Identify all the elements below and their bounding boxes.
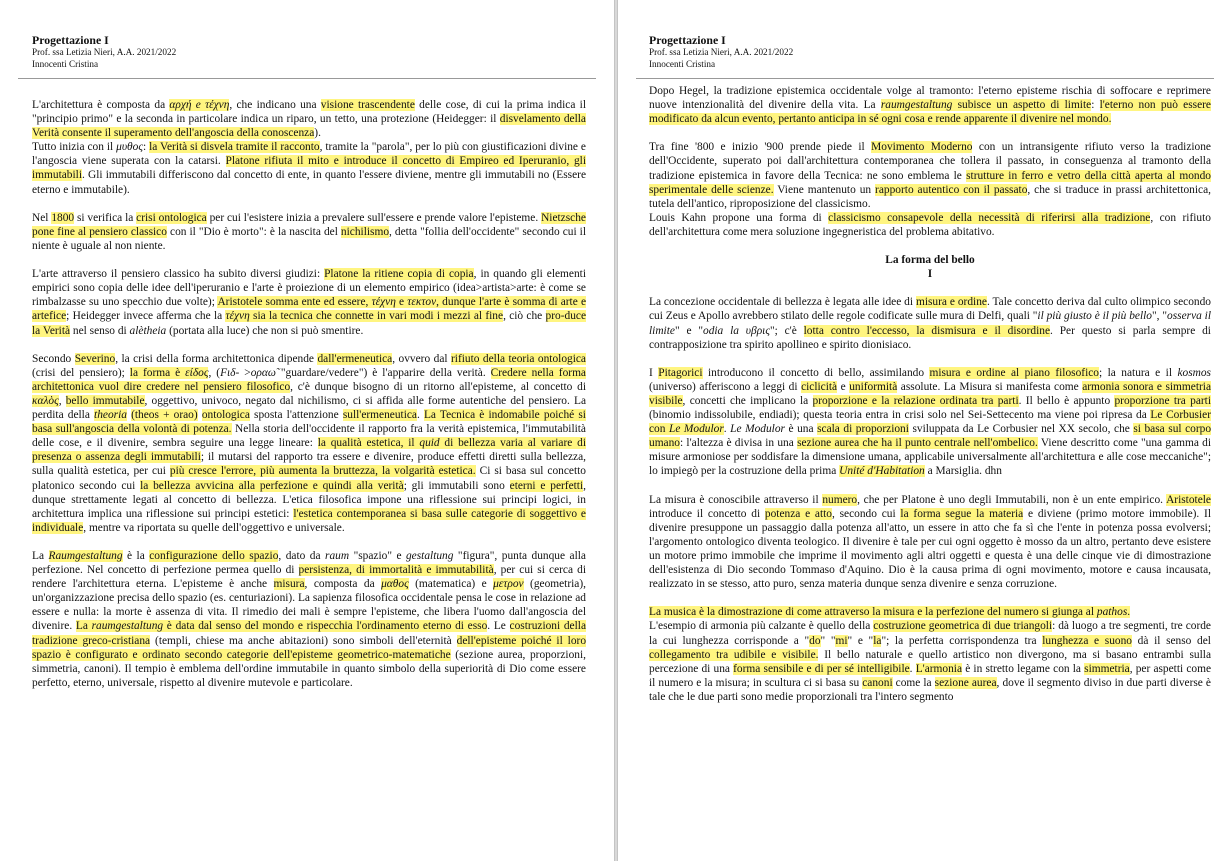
highlighted-text: lunghezza e suono — [1042, 634, 1132, 647]
text-run: , che indicano una — [229, 99, 321, 111]
highlighted-text: τέχνη — [225, 310, 250, 323]
section-heading — [649, 253, 1211, 281]
text-run: (binomio indissolubile, endiadi); questa teoria entra in crisi solo nel Sei-Settecento ma viene poi ripresa da — [649, 409, 1151, 422]
text-run: gestaltung — [405, 550, 454, 562]
text-run: L'esempio di armonia più calzante è quello della — [649, 620, 874, 633]
text-run: , per aspetti come il numero e la misura; in scultura ci si basa su — [649, 662, 1212, 689]
text-run: L'architettura è composta da — [32, 99, 170, 111]
highlighted-text: collegamento tra udibile e visibile. — [649, 648, 819, 661]
paragraph — [649, 619, 1211, 704]
text-run: Viene descritto come "una gamma di misure armoniose per soddisfare la dimensione umana, applicabile universalmente all'architettura e alle cose meccaniche"; lo impiegò per la costruzione della prima — [649, 437, 1211, 478]
highlighted-text: visione trascendente — [320, 99, 415, 111]
highlighted-text: proporzione e la relazione ordinata tra parti — [812, 394, 1019, 407]
text-run: μυθος — [116, 141, 143, 154]
highlighted-text: dell'episteme poiché il loro spazio è configurato e ordinato secondo categorie dell'episteme geometrico-matematiche — [32, 634, 587, 661]
paragraph — [649, 493, 1211, 592]
text-run: Ci si basa sul concetto platonico secondo cui — [32, 465, 586, 492]
paragraph — [32, 211, 586, 253]
text-run: Le Modulor — [730, 423, 785, 436]
text-run: ). — [314, 127, 321, 140]
highlighted-text: proporzione tra parti — [1114, 394, 1212, 407]
text-run: , per cui si cerca di rendere l'architettura eterna. L'episteme è anche — [32, 564, 586, 591]
text-run: (templi, chiese ma anche abitazioni) sono simboli dell'eternità — [150, 634, 457, 647]
text-run: , — [58, 394, 66, 407]
highlighted-text: la Verità si disvela tramite il racconto — [149, 141, 320, 154]
right-top-paragraphs — [649, 84, 1211, 239]
highlighted-text: L'armonia — [915, 662, 963, 675]
highlighted-text: persistenza, di immortalità e immutabilità — [298, 564, 494, 577]
highlighted-text: l'estetica contemporanea si basa sulle categorie di soggettivo e individuale — [32, 507, 586, 534]
text-run: (universo) afferiscono a leggi di — [649, 380, 802, 393]
highlighted-text: numero — [822, 493, 858, 506]
highlighted-text: crisi ontologica — [136, 211, 207, 224]
text-run: è la — [122, 550, 150, 562]
highlighted-text: classicismo consapevole della necessità di riferirsi alla tradizione — [828, 211, 1151, 224]
right-bottom-paragraphs — [649, 295, 1211, 704]
highlighted-text: Aristotele somma ente ed essere, — [217, 296, 372, 309]
highlighted-text: configurazione dello spazio — [149, 550, 279, 562]
highlighted-text: simmetria — [1084, 662, 1130, 675]
highlighted-text: ciclicità — [801, 380, 838, 393]
student-name: Innocenti Cristina — [32, 58, 99, 69]
text-run: , dove il segmento diviso in due parti diverse è tale che le due parti sono medie proporzionali tra l'intero segmento — [649, 676, 1211, 703]
highlighted-text: sull'ermeneutica — [342, 409, 417, 422]
paragraph — [32, 352, 586, 535]
highlighted-text: Nietzsche pone fine al pensiero classico — [32, 211, 586, 238]
text-run: nel senso di — [70, 324, 130, 337]
text-run: , mentre va riportata su quelle dell'oggettivo e universale. — [83, 521, 345, 534]
text-run: "figura", punta dunque alla perfezione. Nel concetto di perfezione permea quello di — [32, 550, 586, 577]
text-run: Dopo Hegel, la tradizione epistemica occidentale volge al tramonto: l'eterno episteme rischia di soffocare e reprimere nuove intenzionalità del divenire della vita. La — [649, 85, 1211, 112]
highlighted-text: La musica è la dimostrazione di come attraverso la misura e la perfezione del numero si giunga al — [649, 606, 1097, 619]
highlighted-text: armonia sonora e simmetria visibile — [649, 380, 1211, 407]
text-run: . Gli immutabili differiscono dal concetto di ente, in quanto l'essere diviene, mentre gli immutabili no (Essere eterno e immutabile). — [32, 169, 586, 196]
section-title: La forma del bello — [885, 254, 975, 267]
text-run: " e " — [847, 634, 874, 647]
highlighted-text: la forma segue la materia — [900, 507, 1024, 520]
highlighted-text: 1800 — [51, 211, 75, 224]
text-run: . Per questo si parla sempre di contrapposizione tra spirito apollineo e spirito dionisiaco. — [649, 324, 1211, 351]
text-run: > — [239, 366, 251, 379]
paragraph — [649, 366, 1211, 479]
highlighted-text: disvelamento della Verità consente il superamento dell'angoscia della conoscenza — [32, 113, 586, 140]
text-run: Tutto inizia con il — [32, 141, 117, 154]
highlighted-text: è data dal senso del mondo e rispecchia l'ordinamento eterno di esso — [163, 620, 488, 633]
text-run: . Tale concetto deriva dal culto olimpico secondo cui Zeus e Apollo avrebbero stilato delle regole codificate sulle mura di Delfi, quali " — [649, 296, 1211, 323]
text-run: , dato da — [278, 550, 326, 562]
text-run: per cui l'esistere inizia a prevalere sull'essere e prende valore l'episteme. — [206, 211, 542, 224]
text-run: , in quando gli elementi empirici sono copia delle idee dell'iperuranio e l'arte è proiezione di un elemento empirico (idea>artista>arte: è come se rimbalzasse su uno specchio due volte); — [32, 268, 586, 309]
text-run: , dunque strettamente legati al concetto di bellezza. L'etica filosofica impone una riflessione sui principi logici, in architettura implica una riflessione sui principi estetici: — [32, 479, 586, 520]
highlighted-text: είδος — [185, 366, 209, 379]
highlighted-text: μαθος — [381, 578, 409, 591]
text-run: Tra fine '800 e inizio '900 prende piede il — [649, 141, 872, 154]
text-run: il più giusto è il più bello — [1037, 310, 1152, 323]
course-title: Progettazione I — [32, 33, 109, 47]
text-run: introducono il concetto di bello, assimilando — [702, 366, 930, 379]
text-run: , tramite la "parola", per lo più con giustificazioni divine e l'angoscia viene superata con la catarsi. — [32, 141, 586, 168]
highlighted-text: costruzione geometrica di due triangoli — [873, 620, 1053, 633]
paragraph — [32, 98, 586, 140]
professor-line: Prof. ssa Letizia Nieri, A.A. 2021/2022 — [32, 47, 177, 57]
left-page-body — [32, 98, 586, 704]
text-run: Louis Kahn propone una forma di — [649, 211, 829, 224]
text-run: . Il bello è appunto — [1018, 394, 1115, 407]
highlighted-text: canoni — [862, 676, 893, 689]
text-run: Secondo — [32, 352, 75, 365]
text-run: . — [723, 423, 731, 436]
highlighted-text: mi — [835, 634, 848, 647]
paragraph — [649, 211, 1211, 239]
highlighted-text: do — [809, 634, 821, 647]
text-run: La — [32, 550, 49, 562]
text-run: (portata alla luce) che non si può smentire. — [166, 324, 364, 337]
text-run: kosmos — [1177, 366, 1211, 379]
highlighted-text: si basa sul corpo umano — [649, 423, 1212, 450]
text-run: alètheia — [129, 324, 167, 337]
highlighted-text: Le Modulor — [668, 423, 724, 436]
text-run: (crisi del pensiero); — [32, 366, 130, 379]
highlighted-text: di bellezza varia al variare di presenza o assenza degli immutabili — [32, 437, 586, 464]
highlighted-text: Unité d'Habitation — [839, 465, 925, 478]
text-run: , che per Platone è uno degli Immutabili, non è un ente empirico. — [857, 493, 1167, 506]
text-run: ; Heidegger invece afferma che la — [66, 310, 226, 323]
highlighted-text: La Tecnica è indomabile poiché si basa sull'angoscia della volontà di potenza. — [32, 409, 586, 436]
text-run: si verifica la — [74, 211, 137, 224]
paragraph — [649, 84, 1211, 126]
highlighted-text: quid — [419, 437, 440, 450]
text-run: . — [416, 409, 424, 422]
text-run: "guardare/vedere") è l'apparire della verità. — [275, 366, 491, 379]
text-run: L'arte attraverso il pensiero classico ha subito diversi giudizi: — [32, 268, 325, 281]
text-run: : dà luogo a tre segmenti, tre corde la cui lunghezza corrisponde a " — [649, 620, 1211, 647]
professor-line: Prof. ssa Letizia Nieri, A.A. 2021/2022 — [649, 47, 794, 57]
highlighted-text: più cresce l'errore, più aumenta la bruttezza, la volgarità estetica. — [169, 465, 476, 478]
highlighted-text: potenza e atto — [764, 507, 832, 520]
highlighted-text: uniformità — [849, 380, 898, 393]
text-run: raum — [325, 550, 350, 562]
highlighted-text: lotta contro l'eccesso, la dismisura e il disordine — [803, 324, 1051, 337]
page-header — [649, 34, 793, 70]
highlighted-text: . — [1127, 606, 1131, 619]
paragraph — [649, 295, 1211, 351]
highlighted-text: καλὸς — [32, 394, 59, 407]
text-run: , concetti che implicano la — [682, 394, 813, 407]
text-run: dà il senso del — [1131, 634, 1211, 647]
highlighted-text: Credere nella forma architettonica vuol dire credere nel pensiero filosofico — [32, 366, 586, 393]
highlighted-text: la qualità estetica, il — [317, 437, 420, 450]
paragraph — [649, 140, 1211, 210]
highlighted-text: theoria — [94, 409, 127, 422]
highlighted-text: rapporto autentico con il passato — [875, 183, 1028, 196]
text-run: è una — [784, 423, 818, 436]
text-run: . Le — [487, 620, 510, 633]
course-title: Progettazione I — [649, 33, 726, 47]
text-run: con il "Dio è morto": è la nascita del — [166, 225, 341, 238]
text-run: οραω̃ — [250, 366, 276, 379]
document-page-left — [0, 0, 614, 861]
text-run: ; il mutarsi del rapporto tra essere e divenire, produce effetti diretti sulla bellezza, sulla qualità estetica, per cui — [32, 451, 586, 478]
highlighted-text: (theos + orao) — [131, 409, 198, 422]
text-run: : — [1091, 99, 1100, 112]
highlighted-text: Severino — [74, 352, 116, 365]
text-run: , composta da — [304, 578, 382, 591]
highlighted-text: raumgestaltung — [91, 620, 164, 633]
highlighted-text: scala di proporzioni — [817, 423, 909, 436]
highlighted-text: Platone la ritiene copia di copia — [324, 268, 474, 281]
text-run: . — [909, 662, 916, 675]
text-run: , ( — [208, 366, 221, 379]
highlighted-text: Movimento Moderno — [871, 141, 973, 154]
text-run: Il bello naturale e quello artistico non divergono, ma si basano entrambi sulla percezione di una — [649, 648, 1211, 675]
highlighted-text: La — [75, 620, 92, 633]
header-divider — [636, 78, 1214, 79]
text-run: ", " — [1152, 310, 1168, 323]
highlighted-text: e — [395, 296, 408, 309]
highlighted-text: Pitagorici — [658, 366, 703, 379]
highlighted-text: bello immutabile — [65, 394, 145, 407]
highlighted-text: μετρον — [493, 578, 524, 591]
paragraph — [32, 549, 586, 690]
highlighted-text: τέχνη — [371, 296, 396, 309]
highlighted-text: Le Corbusier con — [649, 409, 1211, 436]
text-run: "spazio" e — [349, 550, 406, 562]
text-run: Nel — [32, 211, 52, 224]
text-run: , ciò che — [503, 310, 546, 323]
text-run: " e " — [674, 324, 703, 337]
highlighted-text: costruzioni della tradizione greco-cristiana — [32, 620, 586, 647]
highlighted-text: Raumgestaltung — [48, 550, 123, 562]
text-run: I — [649, 366, 659, 379]
text-run: , detta "follia dell'occidente" secondo cui il niente è uguale al non niente. — [32, 225, 587, 252]
highlighted-text: rifiuto della teoria ontologica — [451, 352, 586, 365]
highlighted-text: misura e ordine al piano filosofico — [929, 366, 1100, 379]
highlighted-text: τεκτον — [407, 296, 437, 309]
highlighted-text: la bellezza avvicina alla perfezione e quindi alla verità — [140, 479, 404, 492]
text-run: ; gli immutabili sono — [403, 479, 510, 492]
header-divider — [18, 78, 596, 79]
highlighted-text: sia la tecnica che connette in vari modi i mezzi al fine — [249, 310, 504, 323]
text-run: odia la υβρις — [703, 324, 770, 337]
text-run: , secondo cui — [832, 507, 901, 520]
highlighted-text: subisce un aspetto di limite — [952, 99, 1092, 112]
text-run: , c'è dunque bisogno di un ritorno all'episteme, al concetto di — [290, 380, 586, 393]
text-run: e diviene (primo motore immobile). Il divenire presuppone un passaggio dalla potenza all'atto, un essere in atto che fa sì che l'ente in potenza possa evolversi; l'argomento ontologico diventa teologico. Il divenire è tale per cui ogni oggetto è mosso da un altro, pertanto deve esistere un motore primo immobile che imprime il movimento agli altri oggetti e questa è una delle cinque vie di dimostrazione dell'esistenza di Dio secondo Tommaso d'Aquino. Dio è la causa prima di ogni movimento, motore e causa incausata, realizzato in se stesso, atto puro, senza materia dunque senza divenire e senza corruzione. — [649, 507, 1211, 591]
text-run: con un intransigente rifiuto verso la tradizione dell'Occidente, superato poi dall'architettura contemporanea che tollera il passato, in conseguenza al tramonto della tradizione epistemica in favore della Tecnica: ne sono emblema le — [649, 141, 1211, 182]
text-run: Viene mantenuto un — [773, 183, 876, 196]
highlighted-text: strutture in ferro e vetro della città aperta al mondo sperimentale delle scienze. — [649, 169, 1212, 196]
page-header — [32, 34, 176, 70]
highlighted-text: raumgestaltung — [880, 99, 953, 112]
text-run: Nella storia dell'occidente il rapporto fra la verità epistemica, l'immutabilità delle cose, e il divenire, sembra seguire una legge lineare: — [32, 423, 586, 450]
highlighted-text: forma sensibile e di per sé intelligibile — [733, 662, 910, 675]
text-run: , che si traduce in prassi architettonica, tutela dell'antico, riproposizione del classicismo. — [649, 183, 1211, 210]
highlighted-text: sezione aurea — [934, 676, 997, 689]
text-run: introduce il concetto di — [649, 507, 765, 520]
text-run: Fιδ- — [220, 366, 240, 379]
text-run: ; la natura e il — [1099, 366, 1178, 379]
section-numeral: I — [927, 268, 933, 281]
text-run: La misura è conoscibile attraverso il — [649, 493, 823, 506]
text-run: , con rifiuto dell'architettura come mera soluzione ingegneristica del problema abitativo. — [649, 211, 1211, 238]
highlighted-text: Platone rifiuta il mito e introduce il concetto di Empireo ed Iperuranio, gli immutabili — [32, 155, 586, 182]
right-page-body — [649, 84, 1211, 718]
text-run: , ovvero dal — [392, 352, 451, 365]
highlighted-text: la — [873, 634, 882, 647]
highlighted-text: dall'ermeneutica — [317, 352, 393, 365]
text-run: delle cose, di cui la prima indica il "principio primo" e la seconda in particolare indica un riparo, un tetto, una protezione (Heidegger: il — [32, 99, 586, 126]
text-run: assolute. La Misura si manifesta come — [897, 380, 1083, 393]
highlighted-text: pro-duce la Verità — [32, 310, 586, 337]
text-run: osserva il limite — [649, 310, 1211, 337]
highlighted-text: misura e ordine — [915, 296, 987, 309]
text-run: è in stretto legame con la — [962, 662, 1085, 675]
paragraph — [32, 267, 586, 337]
highlighted-text: αρχή e τέχνη — [169, 99, 230, 111]
text-run: , oggettivo, univoco, negato dal nichilismo, ci si affida alle forme autentiche del pensiero. La perdita della — [32, 394, 586, 422]
paragraph — [32, 140, 586, 196]
student-name: Innocenti Cristina — [649, 58, 716, 69]
highlighted-text: l'eterno non può essere modificato da alcun evento, pertanto anticipa in sé ogni cosa e rende apparente il divenire nel mondo. — [649, 99, 1211, 126]
text-run: come la — [892, 676, 935, 689]
text-run: "; c'è — [769, 324, 804, 337]
text-run: (matematica) e — [408, 578, 494, 591]
text-run: "; la perfetta corrispondenza tra — [881, 634, 1043, 647]
highlighted-text: pathos — [1096, 606, 1128, 619]
text-run: sviluppata da Le Corbusier nel XX secolo, che — [908, 423, 1134, 436]
highlighted-text: sezione aurea che ha il punto centrale nell'ombelico. — [797, 437, 1038, 450]
text-run: (geometria), un'organizzazione precisa dello spazio (es. centuriazioni). La sapienza filosofica occidentale pensa le cose in relazione ad essere e nulla: la morte è assenza di vita. Il rimedio dei mali è sempre l'episteme, che libera l'uomo dall'angoscia del divenire. — [32, 578, 587, 633]
highlighted-text: eterni e perfetti — [509, 479, 584, 492]
highlighted-text: Aristotele — [1166, 493, 1211, 506]
text-run: : l'altezza è divisa in una — [680, 437, 798, 450]
highlighted-text: ontologica — [201, 409, 250, 422]
highlighted-text: , dunque l'arte è somma di arte e artefice — [32, 296, 587, 323]
text-run: La concezione occidentale di bellezza è legata alle idee di — [649, 296, 916, 309]
text-run: " " — [820, 634, 836, 647]
highlighted-text: misura — [273, 578, 305, 591]
text-run: a Marsiglia. dhn — [924, 465, 1002, 478]
highlighted-text: la forma è — [129, 366, 186, 379]
text-run: : — [142, 141, 150, 154]
highlighted-text: nichilismo — [340, 225, 390, 238]
paragraph — [649, 605, 1211, 619]
text-run: e — [837, 380, 850, 393]
text-run: , la crisi della forma architettonica dipende — [115, 352, 318, 365]
document-page-right — [618, 0, 1232, 861]
text-run: (sezione aurea, proporzioni, simmetria, canoni). Il tempio è emblema dell'ordine immutabile in quanto simbolo della superiorità di Dio come essere perfetto, eterno, universale, rispetto al divenire mutevole e particolare. — [32, 648, 586, 689]
text-run: sposta l'attenzione — [249, 409, 343, 422]
